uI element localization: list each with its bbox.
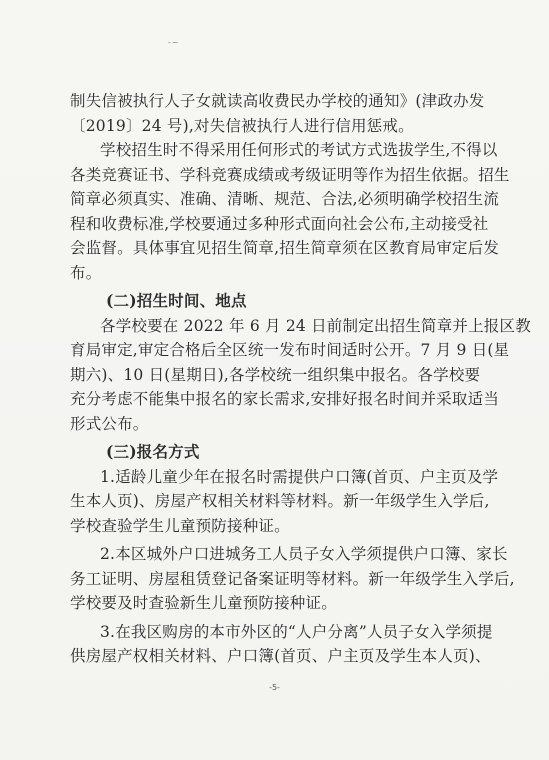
text-line: 供房屋产权相关材料、户口簿(首页、户主页及学生本人页)、: [70, 647, 491, 665]
text-line: 布。: [70, 263, 102, 282]
text-line: 各类竞赛证书、学科竞赛成绩或考级证明等作为招生依据。招生: [70, 165, 510, 184]
scan-mark: -~: [168, 38, 180, 47]
text-line: 〔2019〕24 号),对失信被执行人进行信用惩戒。: [70, 116, 414, 135]
text-line: 学校要及时查验新生儿童预防接种证。: [70, 594, 337, 612]
page-number: -5-: [269, 683, 280, 692]
text-line: 程和收费标准,学校要通过多种形式面向社会公布,主动接受社: [70, 214, 489, 233]
paragraph-start: 各学校要在 2022 年 6 月 24 日前制定出招生简章并上报区教: [100, 316, 531, 335]
text-line: 生本人页)、房屋产权相关材料等材料。新一年级学生入学后,: [70, 492, 490, 510]
text-line: 育局审定,审定合格后全区统一发布时间适时公开。7 月 9 日(星: [70, 341, 510, 359]
text-line: 期六)、10 日(星期日),各学校统一组织集中报名。各学校要: [70, 365, 481, 384]
section-heading: (二)招生时间、地点: [106, 291, 247, 310]
text-line: 制失信被执行人子女就读高收费民办学校的通知》(津政办发: [70, 92, 485, 110]
document-body: [70, 89, 531, 669]
paragraph-start: 1.适龄儿童少年在报名时需提供户口簿(首页、户主页及学: [100, 467, 499, 486]
text-line: 形式公布。: [70, 414, 149, 433]
text-line: 简章必须真实、准确、清晰、规范、合法,必须明确学校招生流: [70, 190, 500, 208]
paragraph-start: 3.在我区购房的本市外区的“人户分离”人员子女入学须提: [100, 622, 493, 641]
paragraph-start: 学校招生时不得采用任何形式的考试方式选拔学生,不得以: [100, 141, 498, 159]
paragraph-start: 2.本区城外户口进城务工人员子女入学须提供户口簿、家长: [100, 545, 508, 563]
text-line: 会监督。具体事宜见招生简章,招生简章须在区教育局审定后发: [70, 239, 500, 257]
text-line: 学校查验学生儿童预防接种证。: [70, 516, 290, 535]
text-line: 充分考虑不能集中报名的家长需求,安排好报名时间并采取适当: [70, 390, 500, 408]
section-heading: (三)报名方式: [106, 442, 200, 461]
text-line: 务工证明、房屋租赁登记备案证明等材料。新一年级学生入学后,: [70, 569, 515, 588]
